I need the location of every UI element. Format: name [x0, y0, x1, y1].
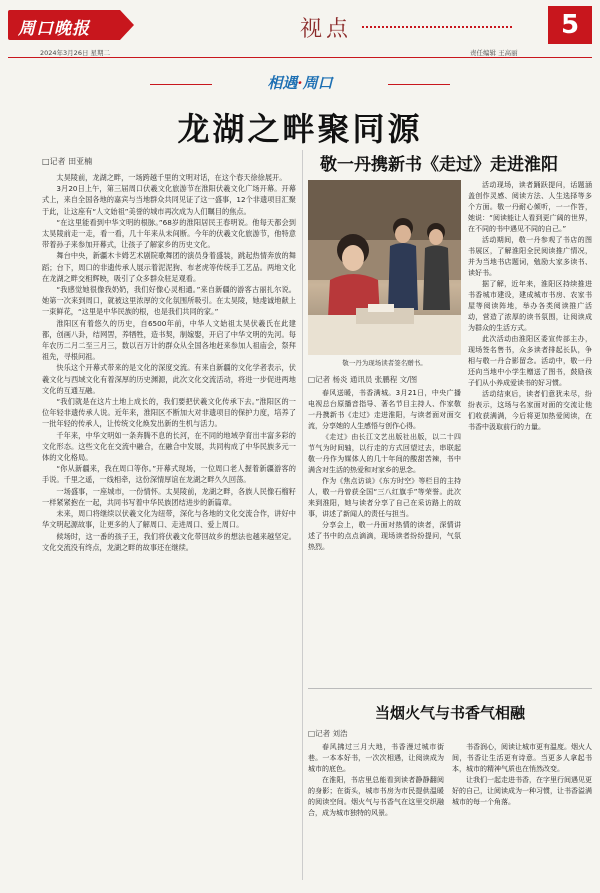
paragraph: 千年来，中华文明如一条奔腾不息的长河，在不同的地域孕育出丰富多彩的文化形态。这些文化在交流中融合，在融合中发展，共同构成了中华民族多元一体的文化格局。 — [42, 430, 296, 463]
banner-line-left — [150, 84, 212, 85]
paragraph: 候场时，这一番的孩子王，我们将伏羲文化带回故乡的想法也越来越坚定。文化交流没有终点，龙湖之畔的故事还在继续。 — [42, 531, 296, 552]
paragraph: 活动现场，读者踊跃提问，话题涵盖创作灵感、阅读方法、人生选择等多个方面。敬一丹耐心倾听，一一作答，她说：“阅读能让人看到更广阔的世界，在不同的书中遇见不同的自己。” — [468, 181, 592, 233]
photo-caption: 敬一丹为现场读者签名赠书。 — [342, 359, 427, 367]
paragraph: 快乐这个开幕式带来的是文化的深度交流。有来自新疆的文化学者表示，伏羲文化与西域文化有着深厚的历史渊源，此次文化交流活动，将进一步促进两地文化的互通互融。 — [42, 363, 296, 395]
left-article-byline: □记者 田亚楠 — [42, 157, 93, 166]
paragraph: 活动结束后，读者们意犹未尽，纷纷表示，这场与名家面对面的交流让他们收获满满，今后将更加热爱阅读，在书香中汲取前行的力量。 — [468, 390, 592, 431]
banner-separator: · — [297, 74, 303, 92]
paragraph: 作为《焦点访谈》《东方时空》等栏目的主持人，敬一丹曾获全国“三八红旗手”等荣誉。此次来到淮阳，她与读者分享了自己在采访路上的故事，讲述了新闻人的责任与担当。 — [308, 477, 461, 518]
paragraph: 书香润心，阅读让城市更有温度。烟火人间，书香让生活更有诗意。当更多人拿起书本，城市的精神气质也在悄然改变。 — [452, 743, 592, 773]
issue-date: 2024年3月26日 星期二 — [40, 49, 111, 57]
banner-line-right — [388, 84, 450, 85]
logo-text: 周口晚报 — [18, 19, 90, 39]
right-article-column-a — [308, 388, 461, 678]
paragraph: 3月20日上午，第三届周口伏羲文化旅游节在淮阳伏羲文化广场开幕。开幕式上，来自全国各地的嘉宾与当地群众共同见证了这一盛事，12个非遗项目汇聚于此，让这座有“人文始祖”美誉的城市再次成为人们瞩目的焦点。 — [42, 184, 296, 216]
paragraph: 淮阳区有着悠久的历史，自6500年前，中华人文始祖太昊伏羲氏在此建都，创画八卦，结网罟，养牺牲，造书契，制嫁娶，开启了中华文明的先河。每年农历二月二至三月三，数以百万计的群众从全国各地赶来参加人祖庙会，祭拜祖先，寻根问祖。 — [42, 318, 296, 362]
bottom-article-byline: □记者 刘浩 — [308, 729, 348, 738]
paragraph: 春风拂过三月大地，书香漫过城市街巷。一本本好书，一次次相遇，让阅读成为城市的底色。 — [308, 743, 444, 773]
right-article-column-b — [468, 180, 592, 678]
section-name: 视点 — [300, 17, 353, 42]
paragraph: 在淮阳，书店里总能看到读者静静翻阅的身影；在街头，城市书房为市民提供温暖的阅读空间。烟火气与书香气在这里交织融合，成为城市独特的风景。 — [308, 776, 444, 817]
paragraph: 让我们一起走进书香，在字里行间遇见更好的自己，让阅读成为一种习惯，让书香溢满城市的每一个角落。 — [452, 776, 592, 806]
left-article-body — [42, 172, 296, 872]
article-photo — [308, 180, 461, 355]
section-divider — [308, 688, 592, 689]
banner-part-1: 相遇 — [267, 74, 298, 92]
signing-scene-illustration — [308, 180, 461, 355]
paragraph: 此次活动由淮阳区委宣传部主办，现场签名售书，众多读者排起长队，争相与敬一丹合影留念。活动中，敬一丹还向当地中小学生赠送了图书，鼓励孩子们从小养成爱读书的好习惯。 — [468, 335, 592, 387]
column-banner — [215, 72, 385, 94]
paragraph: 《走过》由长江文艺出版社出版，以二十四节气为时间轴，以行走的方式回望过去，串联起敬一丹作为媒体人的几十年间的酸甜苦辣，书中满含对生活的热爱和对家乡的思念。 — [308, 433, 461, 474]
main-headline: 龙湖之畔聚同源 — [177, 110, 423, 148]
paragraph: 春风送暖，书香满城。3月21日，中央广播电视总台原播音指导、著名节目主持人、作家敬一丹携新书《走过》走进淮阳，与读者面对面交流，分享她的人生感悟与创作心得。 — [308, 389, 461, 430]
paragraph: “我感觉她很像我奶奶，我们好像心灵相通。”来自新疆的游客古丽扎尔说。她第一次来到周口，就被这里浓厚的文化氛围所吸引。在太昊陵，她虔诚地献上一束鲜花，“这里是中华民族的根，也是我们共同的家。” — [42, 285, 296, 317]
masthead — [0, 0, 600, 62]
paragraph: “你从新疆来，我在周口等你。”开幕式现场，一位周口老人握着新疆游客的手说。千里之遥，一线相牵，这份深情厚谊在龙湖之畔久久回荡。 — [42, 464, 296, 485]
paragraph: 据了解，近年来，淮阳区持续推进书香城市建设，建成城市书房、农家书屋等阅读阵地，举办各类阅读推广活动，营造了浓厚的读书氛围，让阅读成为群众的生活方式。 — [468, 280, 592, 332]
paragraph: 太昊陵前，龙湖之畔，一场跨越千里的文明对话，在这个春天徐徐展开。 — [56, 173, 287, 182]
banner-part-2: 周口 — [302, 74, 333, 92]
responsible-editor: 责任编辑 王高丽 — [470, 49, 518, 57]
bottom-article-column-a — [308, 742, 444, 882]
right-article-headline: 敬一丹携新书《走过》走进淮阳 — [320, 155, 558, 175]
paragraph: 舞台中央，新疆木卡姆艺术剧院歌舞团的演员身着盛装，跳起热情奔放的舞蹈；台下，周口的非遗传承人展示着泥泥狗、布老虎等传统手工艺品。两地文化在龙湖之畔交相辉映，吸引了众多群众驻足观看。 — [42, 251, 296, 283]
masthead-rule — [8, 57, 592, 58]
paragraph: “我们就是在这片土地上成长的，我们要把伏羲文化传承下去。”淮阳区的一位年轻非遗传承人说。近年来，淮阳区不断加大对非遗项目的保护力度，培养了一批年轻的传承人，让传统文化焕发出新的生机与活力。 — [42, 397, 296, 429]
header-divider — [362, 26, 512, 28]
banner-text — [215, 72, 385, 93]
paragraph: 一场盛事，一座城市，一份情怀。太昊陵前，龙湖之畔，各族人民像石榴籽一样紧紧抱在一起，共同书写着中华民族团结进步的新篇章。 — [42, 486, 296, 507]
page-number: 5 — [548, 6, 592, 44]
newspaper-logo — [8, 10, 120, 40]
paragraph: 活动期间，敬一丹参观了书店的图书展区，了解淮阳全民阅读推广情况，并为当地书店题词，勉励大家多读书、读好书。 — [468, 236, 592, 277]
paragraph: “在这里能看到中华文明的根脉。”68岁的淮阳居民王春明说。他每天都会到太昊陵前走一走，看一看，几十年来从未间断。今年的伏羲文化旅游节，他特意带着孙子来参加开幕式，让孩子了解家乡的历史文化。 — [42, 217, 296, 250]
column-divider — [302, 150, 303, 880]
right-article-byline: □记者 杨炎 通讯员 张鹏程 文/图 — [308, 375, 418, 384]
paragraph: 分享会上，敬一丹面对热情的读者，深情讲述了书中的点点滴滴，现场读者纷纷提问，气氛热烈。 — [308, 521, 461, 551]
bottom-article-column-b — [452, 742, 592, 882]
paragraph: 未来，周口将继续以伏羲文化为纽带，深化与各地的文化交流合作，讲好中华文明起源故事，让更多的人了解周口、走进周口、爱上周口。 — [42, 509, 296, 530]
bottom-article-headline: 当烟火气与书香气相融 — [374, 704, 525, 722]
